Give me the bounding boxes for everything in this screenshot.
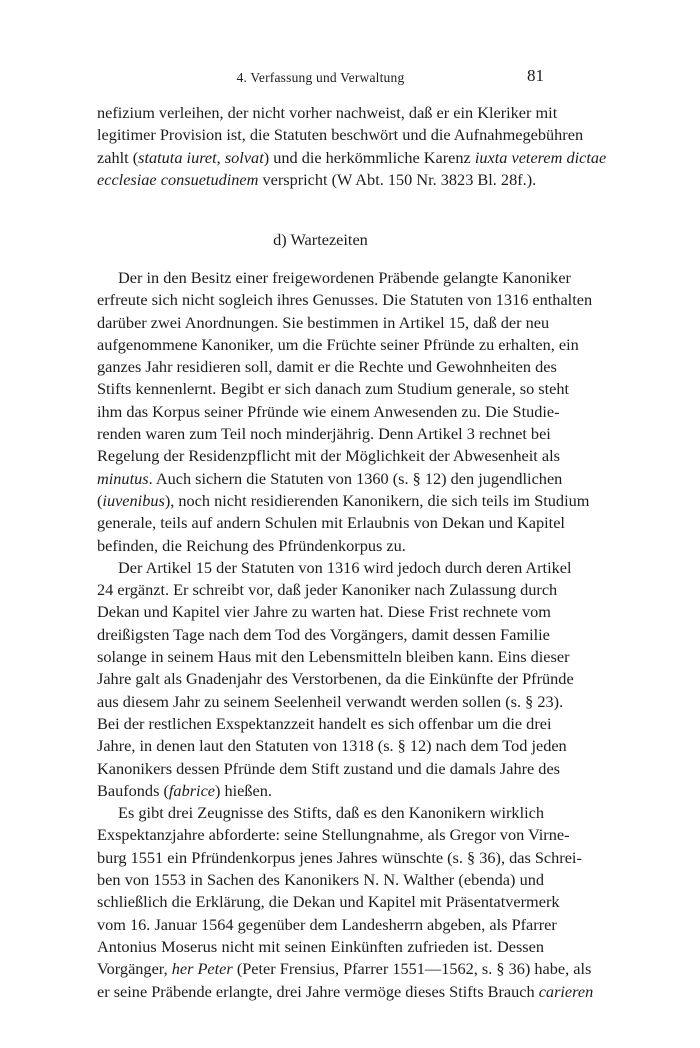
- italic-latin-term: her Peter: [171, 959, 233, 979]
- text-line: darüber zwei Anordnungen. Sie bestimmen in Artikel 15, daß der neu: [97, 312, 550, 332]
- text-line: erfreute sich nicht sogleich ihres Genusses. Die Statuten von 1316 enthalten: [97, 290, 593, 310]
- italic-latin-term: ecclesiae consuetudinem: [97, 169, 259, 189]
- text-line: minutus. Auch sichern die Statuten von 1360 (s. § 12) den jugendlichen: [97, 468, 563, 488]
- text-line: Jahre galt als Gnadenjahr des Verstorbenen, da die Einkünfte der Pfründe: [97, 669, 574, 689]
- text-line: er seine Präbende erlangte, drei Jahre vermöge dieses Stifts Brauch carieren: [97, 981, 594, 1001]
- text-line: Antonius Moserus nicht mit seinen Einkünften zufrieden ist. Dessen: [97, 936, 544, 956]
- text-line: Es gibt drei Zeugnisse des Stifts, daß es den Kanonikern wirklich: [118, 803, 544, 823]
- text-line: 24 ergänzt. Er schreibt vor, daß jeder Kanoniker nach Zulassung durch: [97, 580, 558, 600]
- text-line: befinden, die Reichung des Pfründenkorpus zu.: [97, 535, 406, 555]
- text-line: Der Artikel 15 der Statuten von 1316 wird jedoch durch deren Artikel: [118, 557, 572, 577]
- text-line: legitimer Provision ist, die Statuten beschwört und die Aufnahmegebühren: [97, 125, 584, 145]
- section-heading: d) Wartezeiten: [273, 230, 368, 249]
- text-line: solange in seinem Haus mit den Lebensmitteln bleiben kann. Eins dieser: [97, 647, 570, 667]
- text-line: dreißigsten Tage nach dem Tod des Vorgängers, damit dessen Familie: [97, 624, 550, 644]
- text-line: aufgenommene Kanoniker, um die Früchte seiner Pfründe zu erhalten, ein: [97, 334, 579, 354]
- italic-latin-term: carieren: [538, 981, 594, 1001]
- text-line: generale, teils auf andern Schulen mit Erlaubnis von Dekan und Kapitel: [97, 513, 565, 533]
- text-line: Regelung der Residenzpflicht mit der Möglichkeit der Abwesenheit als: [97, 446, 560, 466]
- text-line: Exspektanzjahre abforderte: seine Stellungnahme, als Gregor von Virne-: [97, 825, 570, 845]
- body-text: [97, 267, 594, 1003]
- text-line: zahlt (statuta iuret, solvat) und die herkömmliche Karenz iuxta veterem dictae: [97, 147, 607, 167]
- text-line: ben von 1553 in Sachen des Kanonikers N. N. Walther (ebenda) und: [97, 870, 544, 890]
- paragraph: [97, 267, 593, 557]
- text-line: aus diesem Jahr zu seinem Seelenheil verwandt werden sollen (s. § 23).: [97, 691, 564, 711]
- text-line: ihm das Korpus seiner Pfründe wie einem Anwesenden zu. Die Studie-: [97, 401, 560, 421]
- paragraph: [97, 557, 574, 802]
- text-line: Dekan und Kapitel vier Jahre zu warten hat. Diese Frist rechnete vom: [97, 602, 551, 622]
- italic-latin-term: statuta iuret, solvat: [138, 147, 264, 167]
- text-line: ganzes Jahr residieren soll, damit er die Rechte und Gewohnheiten des: [97, 357, 557, 377]
- italic-latin-term: iuvenibus: [102, 490, 165, 510]
- italic-latin-term: fabrice: [168, 780, 216, 800]
- text-line: Stifts kennenlernt. Begibt er sich danach zum Studium generale, so steht: [97, 379, 570, 399]
- paragraph: [97, 802, 594, 1003]
- page-number: 81: [527, 66, 544, 85]
- text-line: Jahre, in denen laut den Statuten von 1318 (s. § 12) nach dem Tod jeden: [97, 736, 567, 756]
- text-line: Baufonds (fabrice) hießen.: [97, 780, 272, 800]
- running-head: 4. Verfassung und Verwaltung: [236, 70, 405, 85]
- text-line: burg 1551 ein Pfründenkorpus jenes Jahres wünschte (s. § 36), das Schrei-: [97, 847, 582, 867]
- text-line: schließlich die Erklärung, die Dekan und Kapitel mit Präsentatvermerk: [97, 892, 560, 912]
- intro-paragraph: [97, 102, 607, 191]
- page-header: [97, 66, 544, 90]
- text-line: nefizium verleihen, der nicht vorher nachweist, daß er ein Kleriker mit: [97, 103, 558, 122]
- text-line: Vorgänger, her Peter (Peter Frensius, Pfarrer 1551—1562, s. § 36) habe, als: [97, 959, 592, 979]
- text-line: vom 16. Januar 1564 gegenüber dem Landesherrn abgeben, als Pfarrer: [97, 914, 557, 934]
- italic-latin-term: minutus: [97, 468, 149, 488]
- text-line: Kanonikers dessen Pfründe dem Stift zustand und die damals Jahre des: [97, 758, 561, 778]
- text-line: Bei der restlichen Exspektanzzeit handelt es sich offenbar um die drei: [97, 713, 552, 733]
- text-line: Der in den Besitz einer freigewordenen Präbende gelangte Kanoniker: [118, 268, 571, 287]
- text-line: renden waren zum Teil noch minderjährig. Denn Artikel 3 rechnet bei: [97, 424, 551, 444]
- italic-latin-term: iuxta veterem dictae: [474, 147, 607, 167]
- text-line: ecclesiae consuetudinem verspricht (W Abt. 150 Nr. 3823 Bl. 28f.).: [97, 169, 537, 189]
- text-line: (iuvenibus), noch nicht residierenden Kanonikern, die sich teils im Studium: [97, 490, 590, 510]
